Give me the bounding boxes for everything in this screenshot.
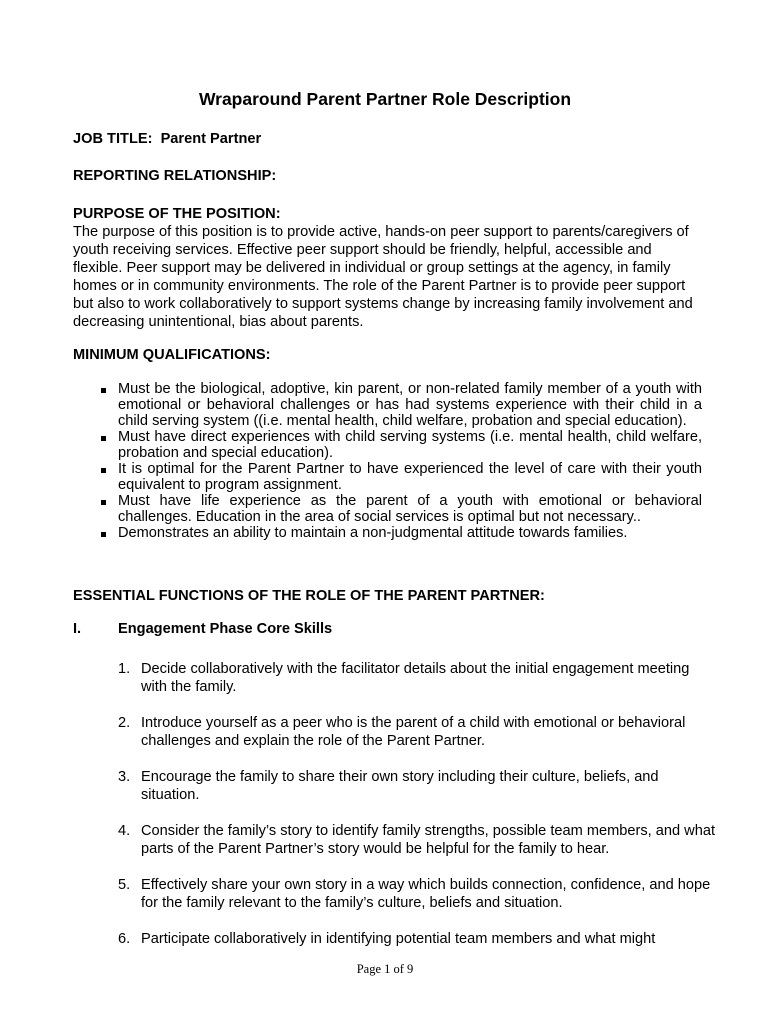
section-number: I. — [73, 621, 82, 637]
document-title: Wraparound Parent Partner Role Description — [198, 89, 572, 109]
list-item: 5. Effectively share your own story in a way which builds connection, confidence, and hope for the family relevant to the family’s culture, beliefs and situation. — [118, 877, 711, 911]
bullet-icon — [101, 388, 106, 393]
reporting-relationship-label: REPORTING RELATIONSHIP: — [73, 168, 277, 184]
job-title-value: Parent Partner — [160, 131, 262, 147]
page-number-footer: Page 1 of 9 — [356, 962, 414, 976]
list-item: 2. Introduce yourself as a peer who is the parent of a child with emotional or behavioral challenges and explain the role of the Parent Partner. — [118, 715, 686, 749]
numbered-list — [118, 660, 718, 948]
list-item: Must have direct experiences with child serving systems (i.e. mental health, child welfare, probation and special education). — [101, 429, 702, 461]
bullet-icon — [101, 532, 106, 537]
bullet-icon — [101, 436, 106, 441]
bullet-icon — [101, 500, 106, 505]
list-item: It is optimal for the Parent Partner to have experienced the level of care with their youth equivalent to program assignment. — [101, 461, 702, 493]
essential-functions-label: ESSENTIAL FUNCTIONS OF THE ROLE OF THE PARENT PARTNER: — [73, 588, 545, 604]
list-item: 4. Consider the family’s story to identify family strengths, possible team members, and what parts of the Parent Partner’s story would be helpful for the family to hear. — [118, 823, 715, 857]
list-item: 6. Participate collaboratively in identifying potential team members and what might — [118, 931, 656, 947]
list-item: Must have life experience as the parent of a youth with emotional or behavioral challenges. Education in the area of social services is optimal but not necessary.. — [101, 493, 702, 525]
qualifications-label: MINIMUM QUALIFICATIONS: — [73, 347, 271, 363]
job-title-label: JOB TITLE: — [73, 131, 153, 147]
purpose-label: PURPOSE OF THE POSITION: — [73, 206, 281, 222]
purpose-text: The purpose of this position is to provide active, hands-on peer support to parents/caregivers of youth receiving services. Effective peer support should be friendly, helpful, accessible and flexible. Peer support may be delivered in individual or group settings at the agency, in family homes or in community environments. The role of the Parent Partner is to provide peer support but also to work collaboratively to support systems change by increasing family involvement and decreasing unintentional, bias about parents. — [73, 224, 693, 330]
list-item: Demonstrates an ability to maintain a non-judgmental attitude towards families. — [101, 525, 702, 541]
list-item: 3. Encourage the family to share their own story including their culture, beliefs, and situation. — [118, 769, 659, 803]
section-title: Engagement Phase Core Skills — [118, 621, 333, 637]
qualifications-list — [101, 381, 702, 541]
bullet-icon — [101, 468, 106, 473]
job-title-line — [73, 130, 261, 148]
list-item: Must be the biological, adoptive, kin parent, or non-related family member of a youth with emotional or behavioral challenges or has had systems experience with their child in a child serving system ((i.e. mental health, child welfare, probation and special education). — [101, 381, 702, 429]
list-item: 1. Decide collaboratively with the facilitator details about the initial engagement meeting with the family. — [118, 661, 690, 695]
